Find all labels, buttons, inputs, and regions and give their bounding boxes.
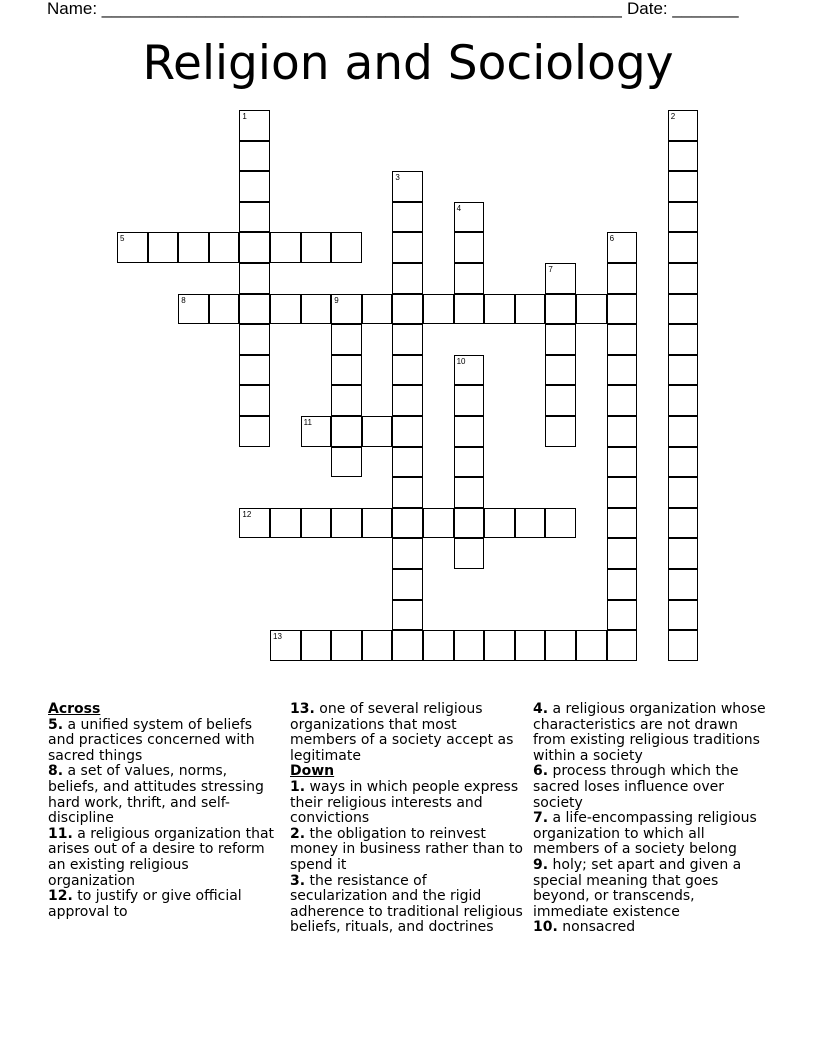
crossword-cell[interactable] bbox=[545, 385, 576, 416]
clue-text: the resistance of secularization and the rigid adherence to traditional religious beliefs, rituals, and doctrines bbox=[290, 872, 523, 936]
crossword-cell[interactable] bbox=[423, 294, 454, 325]
crossword-cell[interactable] bbox=[392, 385, 423, 416]
crossword-cell[interactable] bbox=[484, 630, 515, 661]
clue-text: ways in which people express their religious interests and convictions bbox=[290, 778, 519, 827]
clue-number: 3. bbox=[290, 872, 306, 889]
clue-down-7 bbox=[533, 811, 773, 858]
page-title: Religion and Sociology bbox=[142, 36, 674, 91]
crossword-cell[interactable] bbox=[668, 447, 699, 478]
crossword-cell[interactable] bbox=[178, 232, 209, 263]
crossword-cell[interactable] bbox=[454, 477, 485, 508]
crossword-cell[interactable] bbox=[607, 477, 638, 508]
crossword-cell[interactable] bbox=[331, 355, 362, 386]
crossword-cell[interactable] bbox=[239, 416, 270, 447]
clue-number: 8. bbox=[48, 763, 64, 780]
crossword-cell[interactable] bbox=[607, 569, 638, 600]
crossword-cell[interactable] bbox=[668, 110, 699, 141]
crossword-cell[interactable] bbox=[668, 538, 699, 569]
crossword-cell[interactable] bbox=[668, 263, 699, 294]
clue-text: nonsacred bbox=[562, 919, 636, 936]
clue-across-5 bbox=[48, 718, 276, 765]
crossword-cell[interactable] bbox=[607, 385, 638, 416]
crossword-cell[interactable] bbox=[392, 294, 423, 325]
crossword-cell[interactable] bbox=[239, 202, 270, 233]
crossword-cell[interactable] bbox=[454, 508, 485, 539]
down-heading: Down bbox=[290, 763, 335, 780]
clue-text: process through which the sacred loses influence over society bbox=[533, 763, 739, 811]
crossword-cell[interactable] bbox=[392, 508, 423, 539]
clue-text: a religious organization whose characteristics are not drawn from existing religious traditions within a society bbox=[533, 701, 766, 764]
crossword-cell[interactable] bbox=[117, 232, 148, 263]
crossword-cell[interactable] bbox=[484, 294, 515, 325]
crossword-cell[interactable] bbox=[423, 508, 454, 539]
clue-down-2 bbox=[290, 827, 526, 874]
crossword-cell[interactable] bbox=[301, 232, 332, 263]
clue-across-12 bbox=[48, 889, 276, 920]
crossword-cell[interactable] bbox=[392, 416, 423, 447]
crossword-cell[interactable] bbox=[454, 630, 485, 661]
clue-number: 5. bbox=[48, 716, 64, 733]
cell-number: 11 bbox=[303, 418, 312, 427]
cell-number: 2 bbox=[670, 112, 676, 121]
crossword-cell[interactable] bbox=[392, 232, 423, 263]
crossword-cell[interactable] bbox=[301, 294, 332, 325]
clue-down-3 bbox=[290, 874, 526, 936]
crossword-cell[interactable] bbox=[454, 538, 485, 569]
date-line: Date: _______ bbox=[627, 0, 739, 18]
crossword-cell[interactable] bbox=[668, 355, 699, 386]
crossword-cell[interactable] bbox=[607, 232, 638, 263]
crossword-cell[interactable] bbox=[209, 232, 240, 263]
crossword-cell[interactable] bbox=[392, 477, 423, 508]
clue-number: 12. bbox=[48, 888, 73, 905]
across-heading: Across bbox=[48, 701, 101, 717]
crossword-cell[interactable] bbox=[607, 447, 638, 478]
clue-across-8 bbox=[48, 764, 276, 826]
crossword-cell[interactable] bbox=[545, 630, 576, 661]
crossword-cell[interactable] bbox=[301, 416, 332, 447]
clue-down-1 bbox=[290, 780, 526, 827]
crossword-cell[interactable] bbox=[270, 508, 301, 539]
crossword-cell[interactable] bbox=[607, 630, 638, 661]
cell-number: 8 bbox=[181, 295, 186, 305]
clue-down-6 bbox=[533, 764, 773, 811]
crossword-cell[interactable] bbox=[454, 447, 485, 478]
clue-text: a set of values, norms, beliefs, and attitudes stressing hard work, thrift, and self-discipline bbox=[48, 763, 264, 827]
crossword-cell[interactable] bbox=[331, 447, 362, 478]
crossword-cell[interactable] bbox=[362, 508, 393, 539]
crossword-cell[interactable] bbox=[362, 416, 393, 447]
crossword-cell[interactable] bbox=[668, 141, 699, 172]
crossword-cell[interactable] bbox=[392, 171, 423, 202]
name-line: Name: _______________________________________________________ bbox=[47, 0, 622, 18]
clue-text: holy; set apart and given a special meaning that goes beyond, or transcends, immediate existence bbox=[533, 856, 742, 920]
crossword-cell[interactable] bbox=[607, 416, 638, 447]
clue-down-10 bbox=[533, 920, 773, 936]
crossword-cell[interactable] bbox=[301, 630, 332, 661]
crossword-cell[interactable] bbox=[515, 630, 546, 661]
crossword-cell[interactable] bbox=[331, 630, 362, 661]
crossword-cell[interactable] bbox=[607, 263, 638, 294]
crossword-cell[interactable] bbox=[148, 232, 179, 263]
crossword-cell[interactable] bbox=[392, 630, 423, 661]
crossword-cell[interactable] bbox=[484, 508, 515, 539]
clue-number: 11. bbox=[48, 825, 73, 842]
crossword-cell[interactable] bbox=[239, 263, 270, 294]
crossword-cell[interactable] bbox=[239, 294, 270, 325]
crossword-cell[interactable] bbox=[607, 538, 638, 569]
crossword-cell[interactable] bbox=[270, 630, 301, 661]
clue-down-4 bbox=[533, 702, 773, 764]
clue-number: 9. bbox=[533, 856, 549, 873]
crossword-cell[interactable] bbox=[576, 630, 607, 661]
crossword-cell[interactable] bbox=[392, 447, 423, 478]
crossword-cell[interactable] bbox=[331, 232, 362, 263]
cell-number: 7 bbox=[548, 265, 553, 274]
clue-text: a life-encompassing religious organization to which all members of a society belong bbox=[533, 810, 757, 858]
clue-column-3 bbox=[533, 702, 773, 936]
clue-number: 2. bbox=[290, 825, 306, 842]
crossword-cell[interactable] bbox=[454, 232, 485, 263]
crossword-cell[interactable] bbox=[668, 416, 699, 447]
clue-across-13 bbox=[290, 702, 526, 764]
crossword-cell[interactable] bbox=[239, 324, 270, 355]
crossword-cell[interactable] bbox=[607, 600, 638, 631]
crossword-cell[interactable] bbox=[239, 171, 270, 202]
crossword-cell[interactable] bbox=[239, 110, 270, 141]
crossword-cell[interactable] bbox=[301, 508, 332, 539]
crossword-cell[interactable] bbox=[668, 202, 699, 233]
clue-column-2 bbox=[290, 702, 526, 936]
clue-number: 4. bbox=[533, 701, 549, 717]
crossword-cell[interactable] bbox=[545, 263, 576, 294]
crossword-cell[interactable] bbox=[607, 355, 638, 386]
clue-number: 1. bbox=[290, 778, 306, 795]
crossword-cell[interactable] bbox=[454, 385, 485, 416]
crossword-cell[interactable] bbox=[178, 294, 209, 325]
cell-number: 4 bbox=[456, 203, 462, 213]
crossword-cell[interactable] bbox=[545, 416, 576, 447]
crossword-cell[interactable] bbox=[515, 508, 546, 539]
clue-text: the obligation to reinvest money in business rather than to spend it bbox=[290, 825, 523, 873]
crossword-cell[interactable] bbox=[454, 263, 485, 294]
crossword-cell[interactable] bbox=[668, 385, 699, 416]
cell-number: 5 bbox=[120, 234, 125, 244]
crossword-cell[interactable] bbox=[454, 355, 485, 386]
clue-across-11 bbox=[48, 827, 276, 889]
clue-text: to justify or give official approval to bbox=[48, 888, 242, 920]
crossword-cell[interactable] bbox=[668, 630, 699, 661]
crossword-cell[interactable] bbox=[331, 416, 362, 447]
crossword-cell[interactable] bbox=[392, 538, 423, 569]
cell-number: 9 bbox=[334, 295, 339, 305]
cell-number: 12 bbox=[242, 509, 252, 519]
crossword-cell[interactable] bbox=[392, 355, 423, 386]
crossword-cell[interactable] bbox=[607, 508, 638, 539]
crossword-cell[interactable] bbox=[362, 294, 393, 325]
crossword-cell[interactable] bbox=[668, 294, 699, 325]
crossword-cell[interactable] bbox=[454, 416, 485, 447]
crossword-cell[interactable] bbox=[239, 232, 270, 263]
clue-number: 6. bbox=[533, 763, 549, 780]
clue-number: 10. bbox=[533, 919, 558, 936]
clue-column-1 bbox=[48, 702, 276, 920]
crossword-cell[interactable] bbox=[209, 294, 240, 325]
cell-number: 10 bbox=[456, 356, 466, 366]
crossword-cell[interactable] bbox=[545, 508, 576, 539]
clue-number: 7. bbox=[533, 810, 549, 827]
crossword-cell[interactable] bbox=[423, 630, 454, 661]
crossword-cell[interactable] bbox=[239, 508, 270, 539]
crossword-cell[interactable] bbox=[270, 232, 301, 263]
crossword-cell[interactable] bbox=[392, 324, 423, 355]
clue-text: one of several religious organizations that most members of a society accept as legitimate bbox=[290, 701, 514, 764]
crossword-cell[interactable] bbox=[331, 385, 362, 416]
crossword-cell[interactable] bbox=[392, 600, 423, 631]
crossword-cell[interactable] bbox=[239, 141, 270, 172]
crossword-cell[interactable] bbox=[545, 355, 576, 386]
crossword-cell[interactable] bbox=[668, 232, 699, 263]
crossword-cell[interactable] bbox=[392, 202, 423, 233]
cell-number: 6 bbox=[609, 234, 615, 244]
crossword-cell[interactable] bbox=[392, 569, 423, 600]
crossword-cell[interactable] bbox=[576, 294, 607, 325]
crossword-cell[interactable] bbox=[454, 202, 485, 233]
crossword-cell[interactable] bbox=[545, 294, 576, 325]
clue-number: 13. bbox=[290, 701, 315, 717]
crossword-cell[interactable] bbox=[668, 477, 699, 508]
cell-number: 3 bbox=[395, 173, 400, 183]
clue-down-9 bbox=[533, 858, 773, 920]
crossword-cell[interactable] bbox=[668, 508, 699, 539]
clue-text: a religious organization that arises out of a desire to reform an existing religious organization bbox=[48, 825, 275, 889]
crossword-cell[interactable] bbox=[668, 569, 699, 600]
clue-text: a unified system of beliefs and practices concerned with sacred things bbox=[48, 716, 255, 764]
crossword-cell[interactable] bbox=[331, 508, 362, 539]
crossword-cell[interactable] bbox=[270, 294, 301, 325]
crossword-cell[interactable] bbox=[668, 324, 699, 355]
crossword-cell[interactable] bbox=[668, 600, 699, 631]
cell-number: 1 bbox=[242, 112, 247, 121]
crossword-cell[interactable] bbox=[239, 355, 270, 386]
crossword-cell[interactable] bbox=[668, 171, 699, 202]
crossword-cell[interactable] bbox=[331, 324, 362, 355]
crossword-cell[interactable] bbox=[362, 630, 393, 661]
crossword-cell[interactable] bbox=[392, 263, 423, 294]
crossword-cell[interactable] bbox=[454, 294, 485, 325]
cell-number: 13 bbox=[273, 632, 282, 642]
crossword-cell[interactable] bbox=[515, 294, 546, 325]
crossword-cell[interactable] bbox=[331, 294, 362, 325]
crossword-cell[interactable] bbox=[545, 324, 576, 355]
crossword-cell[interactable] bbox=[607, 324, 638, 355]
crossword-cell[interactable] bbox=[239, 385, 270, 416]
crossword-cell[interactable] bbox=[607, 294, 638, 325]
